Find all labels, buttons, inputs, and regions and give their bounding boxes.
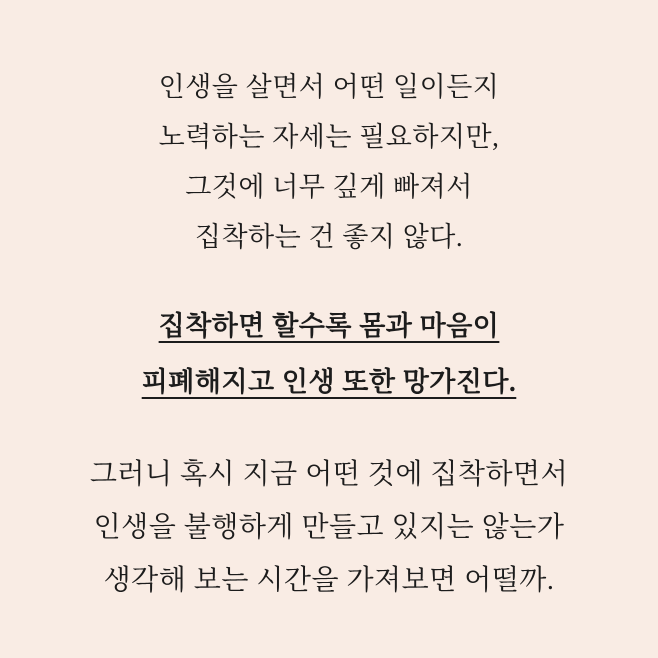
text-line: 인생을 살면서 어떤 일이든지 [158,72,500,102]
text-line: 생각해 보는 시간을 가져보면 어떨까. [103,565,555,596]
paragraph-intro [40,62,618,262]
text-line: 노력하는 자세는 필요하지만, [158,122,500,152]
paragraph-closing [40,448,618,607]
text-line: 그러니 혹시 지금 어떤 것에 집착하면서 [89,459,569,490]
text-line-emphasized: 피폐해지고 인생 또한 망가진다. [141,367,517,397]
text-line: 집착하는 건 좋지 않다. [194,222,464,252]
paragraph-highlight [40,298,618,410]
text-line-emphasized: 집착하면 할수록 몸과 마음이 [158,311,500,341]
text-line: 인생을 불행하게 만들고 있지는 않는가 [93,512,565,543]
text-line: 그것에 너무 깊게 빠져서 [185,172,473,202]
